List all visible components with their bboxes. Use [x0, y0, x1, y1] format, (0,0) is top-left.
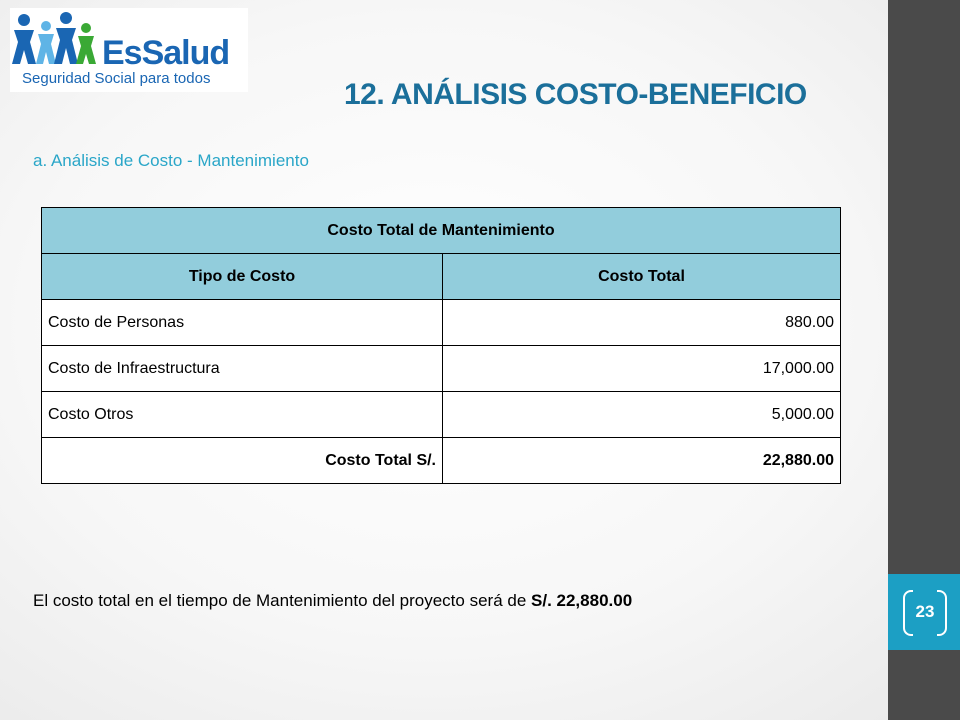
row-value: 17,000.00 — [443, 346, 841, 392]
table-caption-row — [42, 208, 841, 254]
table-row — [42, 300, 841, 346]
header-tipo-de-costo: Tipo de Costo — [42, 254, 443, 300]
maintenance-cost-table — [41, 207, 841, 484]
summary-text: El costo total en el tiempo de Mantenimiento del proyecto será de — [33, 591, 532, 610]
table-row — [42, 346, 841, 392]
total-value: 22,880.00 — [443, 438, 841, 484]
table-caption: Costo Total de Mantenimiento — [42, 208, 841, 254]
row-label: Costo Otros — [42, 392, 443, 438]
summary-note — [33, 591, 632, 611]
table-total-row — [42, 438, 841, 484]
row-value: 880.00 — [443, 300, 841, 346]
logo-wordmark: EsSalud — [102, 34, 230, 72]
page-number: 23 — [903, 590, 947, 634]
slide-title: 12. ANÁLISIS COSTO-BENEFICIO — [344, 78, 807, 111]
table-header-row — [42, 254, 841, 300]
total-label: Costo Total S/. — [42, 438, 443, 484]
section-subtitle: a. Análisis de Costo - Mantenimiento — [33, 151, 309, 170]
row-value: 5,000.00 — [443, 392, 841, 438]
table-row — [42, 392, 841, 438]
essalud-logo — [10, 8, 248, 92]
people-figures-icon — [10, 8, 110, 68]
summary-amount: S/. 22,880.00 — [531, 591, 633, 610]
header-costo-total: Costo Total — [443, 254, 841, 300]
row-label: Costo de Infraestructura — [42, 346, 443, 392]
logo-tagline: Seguridad Social para todos — [22, 70, 211, 87]
row-label: Costo de Personas — [42, 300, 443, 346]
